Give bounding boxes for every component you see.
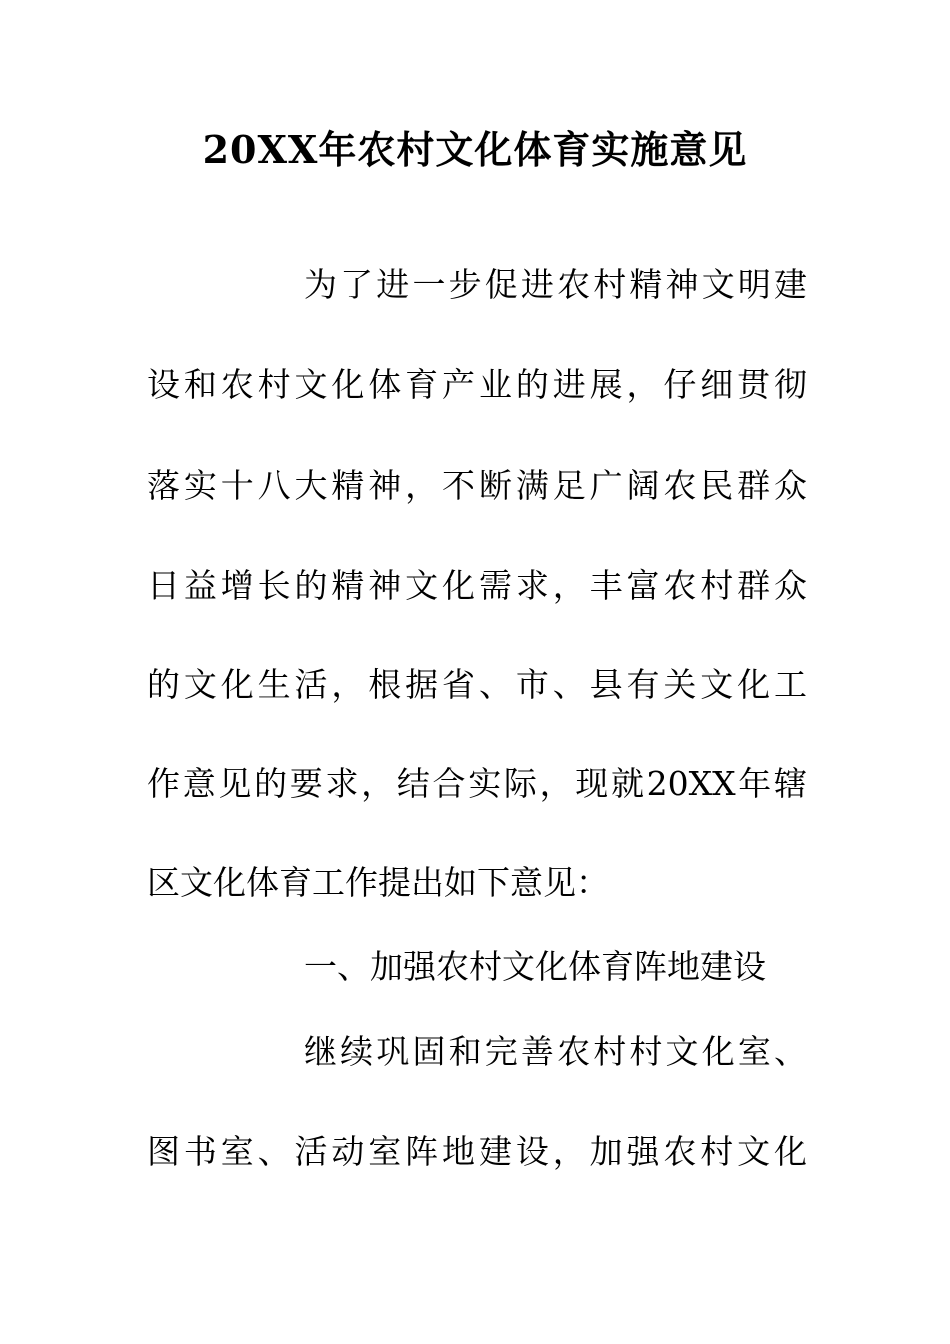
paragraph-1-line-6: 作意见的要求，结合实际，现就20XX年辖 bbox=[147, 764, 807, 803]
paragraph-1-line-1: 为了进一步促进农村精神文明建 bbox=[304, 265, 807, 304]
section-heading-1: 一、加强农村文化体育阵地建设 bbox=[304, 947, 766, 986]
paragraph-1-line-4: 日益增长的精神文化需求，丰富农村群众 bbox=[147, 566, 807, 605]
paragraph-2-line-2: 图书室、活动室阵地建设，加强农村文化 bbox=[147, 1132, 807, 1171]
paragraph-1-line-7: 区文化体育工作提出如下意见： bbox=[147, 863, 609, 902]
paragraph-2-line-1: 继续巩固和完善农村村文化室、 bbox=[304, 1032, 807, 1071]
paragraph-1-line-3: 落实十八大精神，不断满足广阔农民群众 bbox=[147, 466, 807, 505]
document-title: 20XX年农村文化体育实施意见 bbox=[202, 127, 748, 172]
paragraph-1-line-2: 设和农村文化体育产业的进展，仔细贯彻 bbox=[147, 365, 807, 404]
paragraph-1-line-5: 的文化生活，根据省、市、县有关文化工 bbox=[147, 665, 807, 704]
